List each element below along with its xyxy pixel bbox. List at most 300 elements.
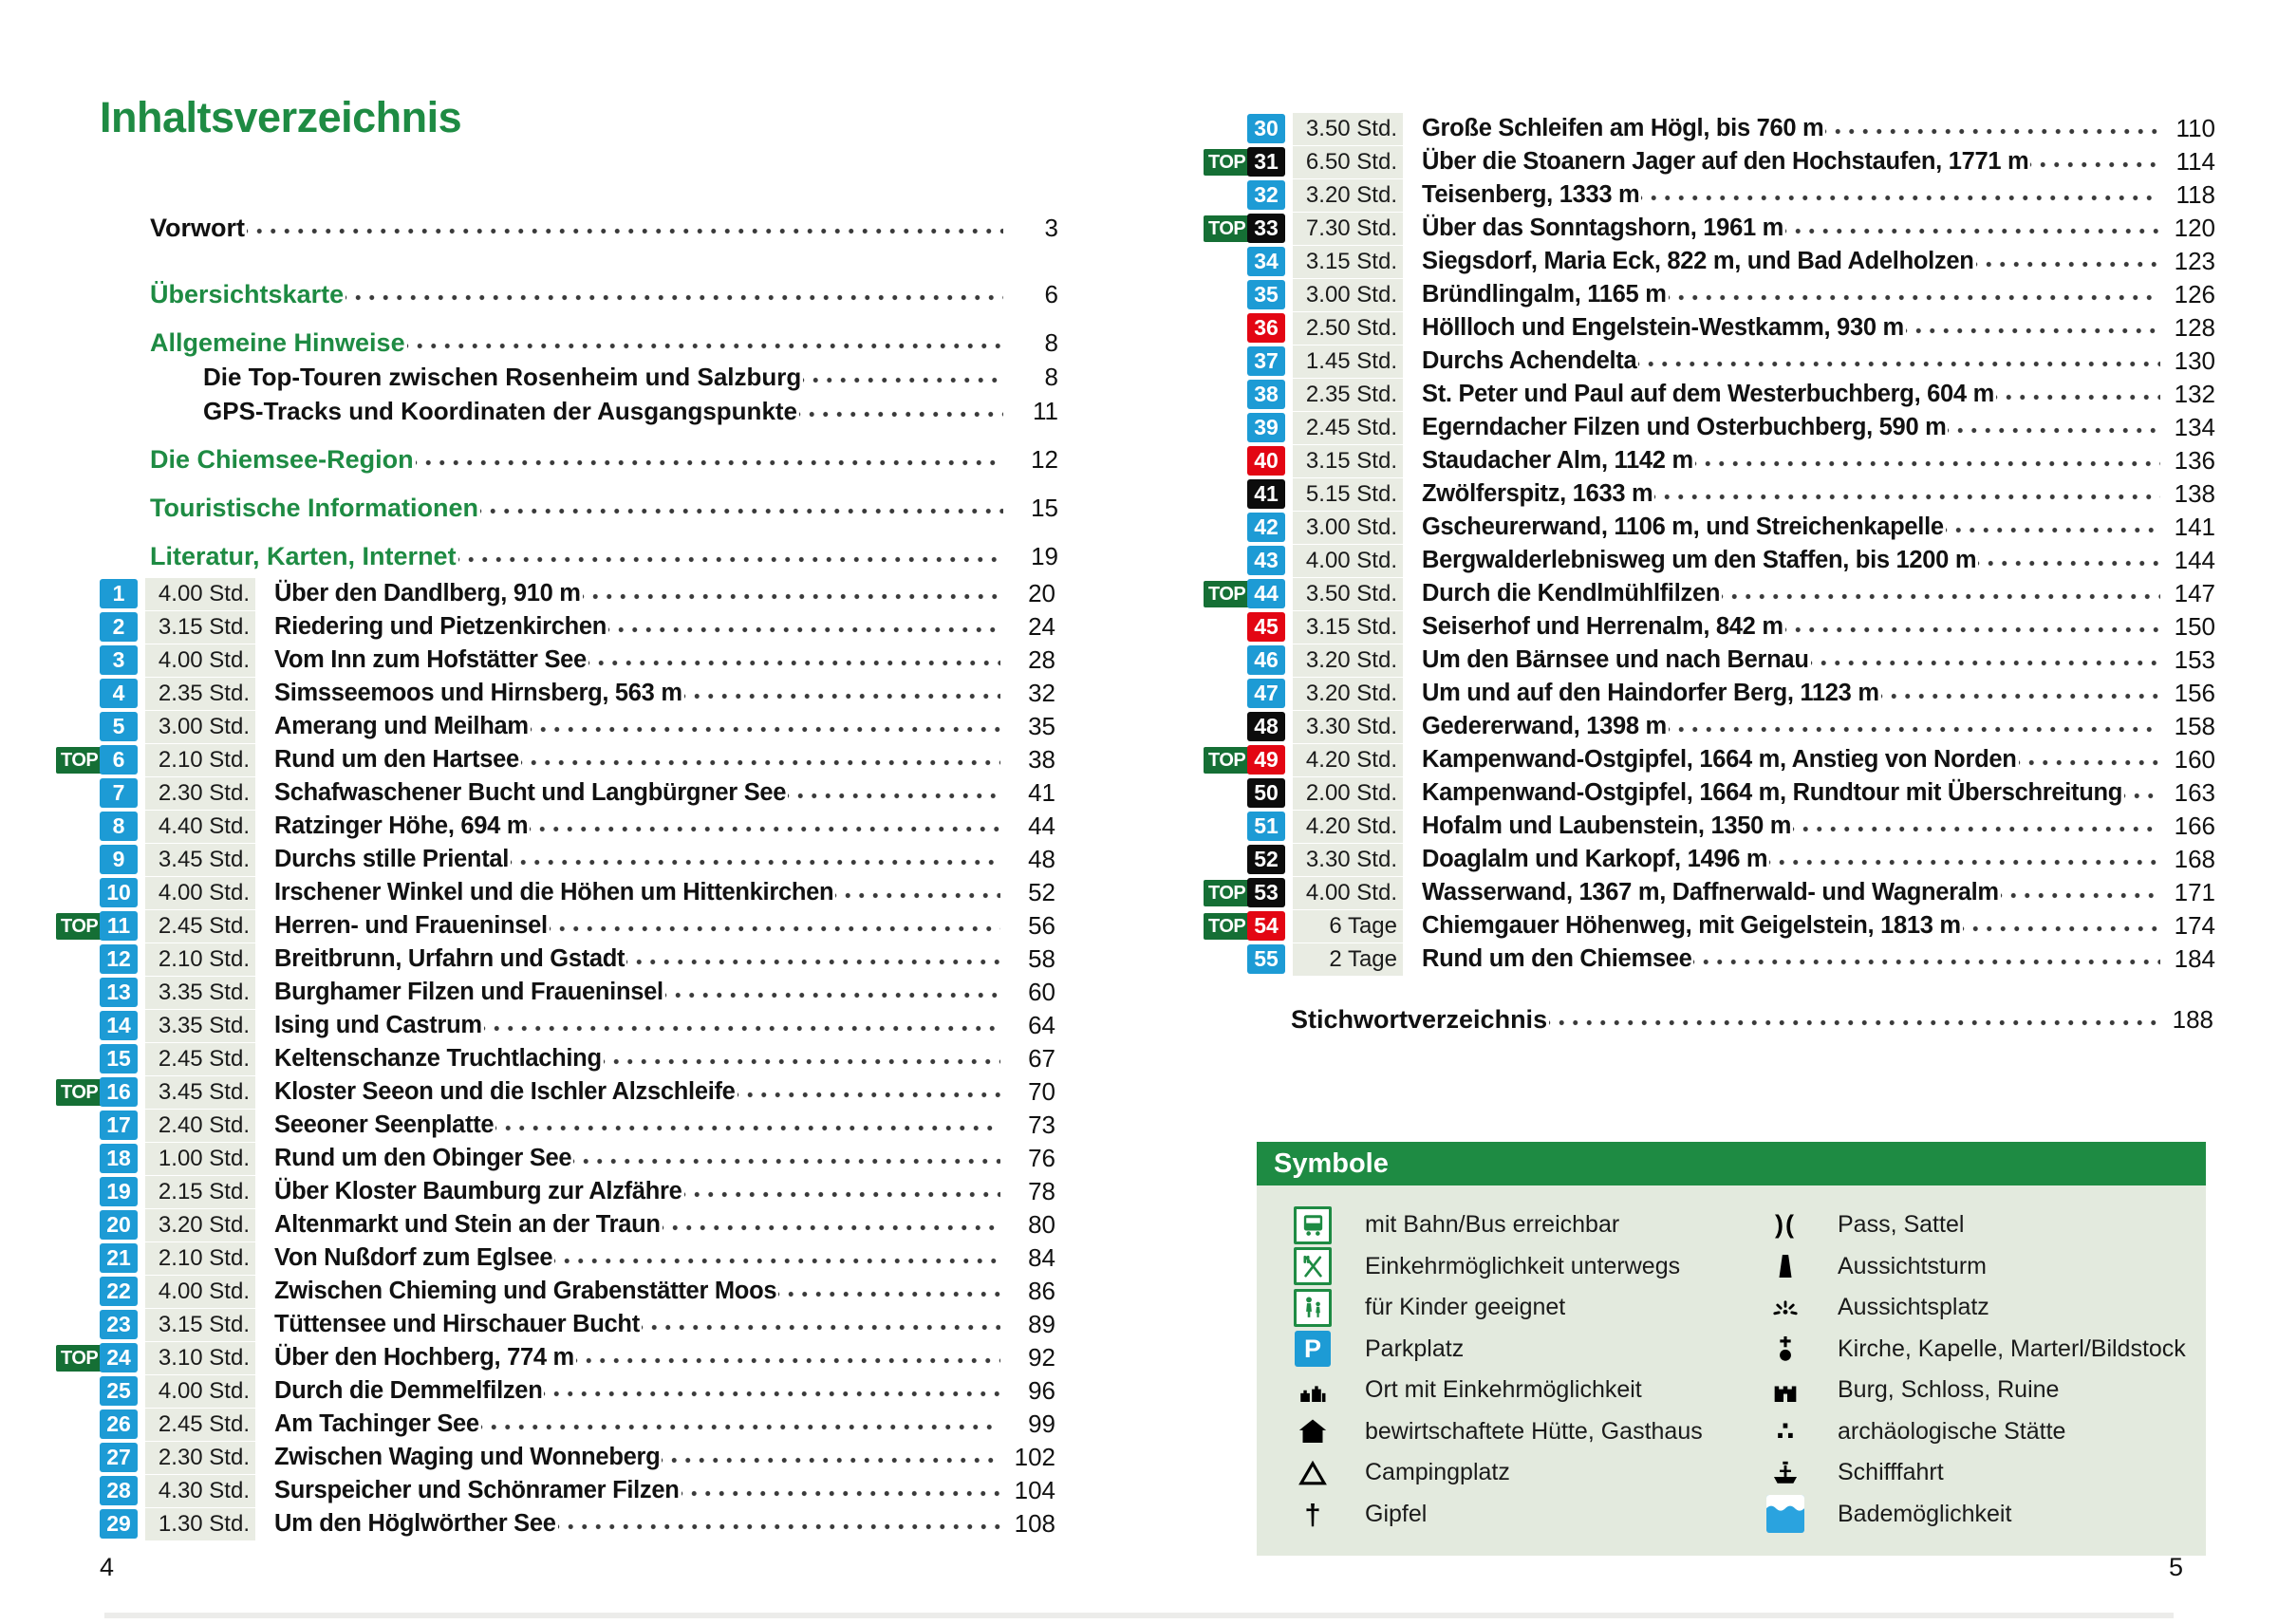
dot-leader bbox=[682, 1474, 1000, 1507]
dot-leader bbox=[2001, 876, 2160, 909]
tour-page: 153 bbox=[2174, 645, 2215, 674]
tour-number-badge: 24 bbox=[100, 1343, 138, 1372]
tour-title: Durchs Achendelta bbox=[1422, 347, 1637, 374]
intro-item-label: Die Chiemsee-Region bbox=[150, 444, 414, 474]
symbols-column-right bbox=[1756, 1204, 2206, 1556]
dot-leader bbox=[642, 1308, 1000, 1341]
intro-item-label: GPS-Tracks und Koordinaten der Ausgangspunkte bbox=[203, 396, 798, 425]
tour-title: Siegsdorf, Maria Eck, 822 m, und Bad Adelholzen bbox=[1422, 248, 1974, 274]
tour-time: 3.00 Std. bbox=[1293, 512, 1403, 544]
tour-number-badge: 36 bbox=[1247, 313, 1285, 343]
tour-time: 3.35 Std. bbox=[145, 977, 255, 1009]
tour-title: Über die Stoanern Jager auf den Hochstaufen, 1771 m bbox=[1422, 148, 2029, 175]
tour-page: 38 bbox=[1028, 745, 1055, 774]
bahn-bus-icon bbox=[1294, 1206, 1332, 1244]
tour-title: Am Tachinger See bbox=[274, 1410, 479, 1437]
tour-title: Über den Hochberg, 774 m bbox=[274, 1344, 574, 1371]
einkehr-icon bbox=[1294, 1247, 1332, 1285]
symbol-row bbox=[1283, 1204, 1756, 1246]
tour-title: Um und auf den Haindorfer Berg, 1123 m bbox=[1422, 680, 1879, 706]
top-badge: TOP bbox=[1204, 913, 1250, 940]
tour-number-badge: 50 bbox=[1247, 778, 1285, 808]
symbol-label: Bademöglichkeit bbox=[1838, 1500, 2012, 1527]
dot-leader bbox=[738, 1075, 1000, 1109]
page-number-right: 5 bbox=[2168, 1553, 2183, 1581]
top-cell bbox=[56, 1079, 100, 1106]
tour-page: 60 bbox=[1028, 978, 1055, 1006]
dot-leader bbox=[495, 1109, 1000, 1142]
dot-leader bbox=[521, 743, 1000, 776]
dot-leader bbox=[1996, 378, 2160, 411]
tour-row bbox=[1204, 145, 2215, 178]
tour-number-badge: 48 bbox=[1247, 712, 1285, 741]
index-entry bbox=[1291, 1002, 2213, 1036]
dot-leader bbox=[1785, 212, 2160, 245]
tour-row bbox=[56, 876, 1055, 909]
tour-list-right bbox=[1204, 112, 2215, 976]
dot-leader bbox=[345, 277, 1003, 311]
tour-number-badge: 38 bbox=[1247, 380, 1285, 409]
intro-item-page: 3 bbox=[1044, 213, 1058, 242]
tour-time: 4.20 Std. bbox=[1293, 811, 1403, 843]
dot-leader bbox=[778, 1275, 1000, 1308]
symbol-icon-cell bbox=[1756, 1250, 1815, 1282]
tour-row bbox=[1204, 444, 2215, 477]
symbol-icon-cell bbox=[1756, 1416, 1815, 1446]
tour-page: 163 bbox=[2174, 778, 2215, 807]
symbol-row bbox=[1756, 1287, 2206, 1329]
tour-title: Simsseemoos und Hirnsberg, 563 m bbox=[274, 680, 682, 706]
tour-title: Über Kloster Baumburg zur Alzfähre bbox=[274, 1178, 682, 1204]
tour-title: Rund um den Obinger See bbox=[274, 1145, 572, 1171]
top-cell bbox=[1204, 880, 1247, 906]
tour-row bbox=[56, 1341, 1055, 1374]
tour-time: 4.00 Std. bbox=[145, 1276, 255, 1308]
tour-time: 3.35 Std. bbox=[145, 1010, 255, 1042]
tour-page: 130 bbox=[2174, 346, 2215, 375]
tour-page: 147 bbox=[2174, 579, 2215, 607]
tour-row bbox=[56, 644, 1055, 677]
archaeo-icon: ∴ bbox=[1776, 1416, 1795, 1446]
tour-number-badge: 26 bbox=[100, 1409, 138, 1439]
intro-item-label: Die Top-Touren zwischen Rosenheim und Salzburg bbox=[203, 362, 802, 391]
symbol-icon-cell bbox=[1283, 1289, 1342, 1327]
tour-title: Irschener Winkel und die Höhen um Hittenkirchen bbox=[274, 879, 834, 905]
symbol-icon-cell bbox=[1283, 1415, 1342, 1447]
tour-row bbox=[1204, 843, 2215, 876]
intro-item bbox=[150, 211, 1058, 245]
top-badge: TOP bbox=[56, 747, 103, 774]
tour-time: 1.45 Std. bbox=[1293, 345, 1403, 378]
tour-page: 20 bbox=[1028, 579, 1055, 607]
tour-row bbox=[1204, 943, 2215, 976]
tour-page: 84 bbox=[1028, 1243, 1055, 1272]
tour-title: Keltenschanze Truchtlaching bbox=[274, 1045, 602, 1072]
gipfel-icon: † bbox=[1304, 1497, 1321, 1531]
tour-page: 86 bbox=[1028, 1277, 1055, 1305]
tour-row bbox=[56, 1441, 1055, 1474]
dot-leader bbox=[576, 1341, 1000, 1374]
tour-title: Vom Inn zum Hofstätter See bbox=[274, 646, 587, 673]
tour-number-badge: 55 bbox=[1247, 944, 1285, 974]
dot-leader bbox=[511, 843, 1000, 876]
symbol-row bbox=[1283, 1452, 1756, 1494]
intro-item-page: 8 bbox=[1044, 327, 1058, 357]
tour-page: 104 bbox=[1014, 1476, 1055, 1504]
tour-row bbox=[1204, 644, 2215, 677]
symbol-row bbox=[1283, 1246, 1756, 1288]
tour-time: 2.00 Std. bbox=[1293, 777, 1403, 810]
tour-time: 1.30 Std. bbox=[145, 1508, 255, 1540]
tour-number-badge: 31 bbox=[1247, 147, 1285, 177]
dot-leader bbox=[554, 1241, 1000, 1275]
tour-row bbox=[56, 843, 1055, 876]
symbol-icon-cell bbox=[1756, 1457, 1815, 1489]
dot-leader bbox=[663, 1208, 1000, 1241]
symbols-title: Symbole bbox=[1257, 1142, 2206, 1185]
symbol-icon-cell bbox=[1283, 1331, 1342, 1367]
tour-time: 4.40 Std. bbox=[145, 811, 255, 843]
dot-leader bbox=[2030, 145, 2160, 178]
page-number-left: 4 bbox=[100, 1553, 115, 1581]
tour-title: Rund um den Chiemsee bbox=[1422, 945, 1692, 972]
dot-leader bbox=[1654, 477, 2160, 511]
symbol-row bbox=[1756, 1329, 2206, 1371]
aussichtsplatz-icon bbox=[1769, 1292, 1802, 1324]
dot-leader bbox=[484, 1009, 1000, 1042]
intro-item-page: 8 bbox=[1044, 362, 1058, 391]
tour-row bbox=[56, 1042, 1055, 1075]
tour-time: 2 Tage bbox=[1293, 943, 1403, 976]
dot-leader bbox=[480, 491, 1003, 525]
tour-number-badge: 49 bbox=[1247, 745, 1285, 775]
top-badge: TOP bbox=[1204, 880, 1250, 906]
intro-item bbox=[150, 277, 1058, 311]
tour-row bbox=[56, 710, 1055, 743]
tour-number-badge: 43 bbox=[1247, 546, 1285, 575]
tour-row bbox=[56, 1241, 1055, 1275]
tour-row bbox=[1204, 278, 2215, 311]
tour-page: 24 bbox=[1028, 612, 1055, 641]
tour-time: 3.15 Std. bbox=[1293, 246, 1403, 278]
top-badge: TOP bbox=[1204, 215, 1250, 242]
tour-page: 99 bbox=[1028, 1409, 1055, 1438]
tour-title: Egerndacher Filzen und Osterbuchberg, 590 m bbox=[1422, 414, 1947, 440]
tour-time: 4.00 Std. bbox=[145, 877, 255, 909]
tour-number-badge: 53 bbox=[1247, 878, 1285, 907]
dot-leader bbox=[573, 1142, 1000, 1175]
burg-icon bbox=[1769, 1374, 1802, 1407]
dot-leader bbox=[481, 1408, 1000, 1441]
dot-leader bbox=[803, 360, 1003, 394]
dot-leader bbox=[1769, 843, 2160, 876]
symbols-body bbox=[1257, 1185, 2206, 1556]
tour-title: Altenmarkt und Stein an der Traun bbox=[274, 1211, 661, 1238]
intro-item bbox=[150, 326, 1058, 360]
tour-number-badge: 11 bbox=[100, 911, 138, 941]
tour-time: 2.35 Std. bbox=[1293, 379, 1403, 411]
tour-row bbox=[1204, 677, 2215, 710]
tour-number-badge: 17 bbox=[100, 1111, 138, 1140]
tour-time: 2.45 Std. bbox=[1293, 412, 1403, 444]
dot-leader bbox=[665, 976, 1000, 1009]
tour-number-badge: 2 bbox=[100, 612, 138, 642]
tour-time: 2.45 Std. bbox=[145, 1043, 255, 1075]
symbol-label: Gipfel bbox=[1365, 1500, 1428, 1527]
tour-time: 6.50 Std. bbox=[1293, 146, 1403, 178]
tour-time: 2.30 Std. bbox=[145, 777, 255, 810]
tour-row bbox=[1204, 743, 2215, 776]
tour-number-badge: 30 bbox=[1247, 114, 1285, 143]
intro-list bbox=[150, 178, 1058, 573]
tour-row bbox=[56, 1009, 1055, 1042]
symbol-label: Aussichtsturm bbox=[1838, 1252, 1987, 1279]
symbol-label: Burg, Schloss, Ruine bbox=[1838, 1376, 2060, 1404]
tour-time: 3.20 Std. bbox=[1293, 678, 1403, 710]
tour-number-badge: 40 bbox=[1247, 446, 1285, 476]
tour-time: 2.30 Std. bbox=[145, 1442, 255, 1474]
tour-title: Zwölferspitz, 1633 m bbox=[1422, 480, 1653, 507]
tour-page: 92 bbox=[1028, 1343, 1055, 1372]
tour-page: 70 bbox=[1028, 1077, 1055, 1106]
index-page: 188 bbox=[2172, 1004, 2213, 1034]
top-cell bbox=[1204, 913, 1247, 940]
intro-item-page: 11 bbox=[1033, 396, 1058, 425]
tour-time: 4.00 Std. bbox=[145, 644, 255, 677]
symbol-row bbox=[1283, 1329, 1756, 1371]
tour-number-badge: 15 bbox=[100, 1044, 138, 1073]
tour-number-badge: 34 bbox=[1247, 247, 1285, 276]
top-badge: TOP bbox=[56, 1345, 103, 1372]
tour-row bbox=[56, 1474, 1055, 1507]
tour-time: 4.00 Std. bbox=[145, 578, 255, 610]
tour-number-badge: 25 bbox=[100, 1376, 138, 1406]
aussichtsturm-icon bbox=[1769, 1250, 1802, 1282]
tour-page: 144 bbox=[2174, 546, 2215, 574]
tour-page: 108 bbox=[1014, 1509, 1055, 1538]
symbol-row bbox=[1756, 1494, 2206, 1536]
symbol-row bbox=[1756, 1246, 2206, 1288]
tour-number-badge: 18 bbox=[100, 1144, 138, 1173]
tour-row bbox=[56, 577, 1055, 610]
tour-number-badge: 7 bbox=[100, 778, 138, 808]
dot-leader bbox=[1811, 644, 2160, 677]
tour-row bbox=[56, 943, 1055, 976]
dot-leader bbox=[608, 610, 1000, 644]
tour-time: 3.45 Std. bbox=[145, 1076, 255, 1109]
symbol-row bbox=[1756, 1411, 2206, 1453]
tour-page: 141 bbox=[2174, 513, 2215, 541]
tour-row bbox=[56, 1308, 1055, 1341]
tour-row bbox=[56, 743, 1055, 776]
top-cell bbox=[1204, 581, 1247, 607]
tour-page: 28 bbox=[1028, 645, 1055, 674]
tour-number-badge: 10 bbox=[100, 878, 138, 907]
symbol-row bbox=[1283, 1370, 1756, 1411]
dot-leader bbox=[247, 211, 1003, 245]
tour-page: 56 bbox=[1028, 911, 1055, 940]
tour-page: 102 bbox=[1014, 1443, 1055, 1471]
tour-page: 41 bbox=[1028, 778, 1055, 807]
tour-list-left bbox=[56, 577, 1055, 1540]
symbol-icon-cell bbox=[1283, 1497, 1342, 1531]
tour-number-badge: 5 bbox=[100, 712, 138, 741]
schifffahrt-icon bbox=[1769, 1457, 1802, 1489]
dot-leader bbox=[530, 810, 1000, 843]
dot-leader bbox=[1549, 1002, 2158, 1036]
tour-title: Bründlingalm, 1165 m bbox=[1422, 281, 1667, 308]
intro-item-label: Literatur, Karten, Internet bbox=[150, 541, 457, 570]
tour-page: 64 bbox=[1028, 1011, 1055, 1039]
tour-time: 2.50 Std. bbox=[1293, 312, 1403, 345]
tour-page: 126 bbox=[2174, 280, 2215, 308]
tour-number-badge: 12 bbox=[100, 944, 138, 974]
tour-page: 128 bbox=[2174, 313, 2215, 342]
tour-title: Zwischen Waging und Wonneberg bbox=[274, 1444, 661, 1470]
tour-title: Doaglalm und Karkopf, 1496 m bbox=[1422, 846, 1768, 872]
tour-row bbox=[56, 810, 1055, 843]
dot-leader bbox=[1693, 943, 2160, 976]
intro-item bbox=[150, 442, 1058, 476]
tour-row bbox=[56, 1175, 1055, 1208]
symbol-label: Kirche, Kapelle, Marterl/Bildstock bbox=[1838, 1335, 2186, 1362]
tour-time: 3.45 Std. bbox=[145, 844, 255, 876]
tour-row bbox=[56, 1275, 1055, 1308]
tour-number-badge: 9 bbox=[100, 845, 138, 874]
tour-page: 160 bbox=[2174, 745, 2215, 774]
tour-row bbox=[56, 909, 1055, 943]
tour-time: 4.00 Std. bbox=[145, 1375, 255, 1408]
dot-leader bbox=[558, 1507, 1000, 1540]
dot-leader bbox=[799, 394, 1003, 428]
tour-number-badge: 46 bbox=[1247, 645, 1285, 675]
tour-title: Schafwaschener Bucht und Langbürgner See bbox=[274, 779, 787, 806]
tour-page: 76 bbox=[1028, 1144, 1055, 1172]
tour-time: 4.20 Std. bbox=[1293, 744, 1403, 776]
dot-leader bbox=[684, 1175, 1000, 1208]
tour-title: Riedering und Pietzenkirchen bbox=[274, 613, 607, 640]
tour-time: 3.20 Std. bbox=[1293, 179, 1403, 212]
symbol-label: mit Bahn/Bus erreichbar bbox=[1365, 1211, 1620, 1239]
symbol-row bbox=[1283, 1411, 1756, 1453]
tour-number-badge: 19 bbox=[100, 1177, 138, 1206]
symbol-icon-cell bbox=[1756, 1212, 1815, 1238]
tour-title: Um den Höglwörther See bbox=[274, 1510, 556, 1537]
tour-time: 3.15 Std. bbox=[1293, 611, 1403, 644]
tour-title: Ratzinger Höhe, 694 m bbox=[274, 812, 529, 839]
tour-number-badge: 52 bbox=[1247, 845, 1285, 874]
dot-leader bbox=[626, 943, 1000, 976]
tour-title: Breitbrunn, Urfahrn und Gstadt bbox=[274, 945, 626, 972]
tour-time: 2.45 Std. bbox=[145, 910, 255, 943]
tour-row bbox=[1204, 710, 2215, 743]
tour-page: 89 bbox=[1028, 1310, 1055, 1338]
tour-time: 3.20 Std. bbox=[1293, 644, 1403, 677]
tour-title: Um den Bärnsee und nach Bernau bbox=[1422, 646, 1809, 673]
tour-row bbox=[56, 1109, 1055, 1142]
tour-title: Über das Sonntagshorn, 1961 m bbox=[1422, 215, 1783, 241]
symbol-icon-cell bbox=[1283, 1206, 1342, 1244]
tour-row bbox=[56, 677, 1055, 710]
dot-leader bbox=[407, 326, 1003, 360]
dot-leader bbox=[2124, 776, 2160, 810]
tour-title: Über den Dandlberg, 910 m bbox=[274, 580, 581, 607]
tour-title: Ising und Castrum bbox=[274, 1012, 482, 1038]
tour-time: 2.10 Std. bbox=[145, 744, 255, 776]
kirche-icon bbox=[1769, 1333, 1802, 1365]
tour-row bbox=[56, 610, 1055, 644]
tour-row bbox=[1204, 511, 2215, 544]
tour-page: 80 bbox=[1028, 1210, 1055, 1239]
tour-time: 7.30 Std. bbox=[1293, 213, 1403, 245]
tour-page: 73 bbox=[1028, 1111, 1055, 1139]
tour-number-badge: 27 bbox=[100, 1443, 138, 1472]
dot-leader bbox=[416, 442, 1003, 476]
index-label: Stichwortverzeichnis bbox=[1291, 1004, 1548, 1034]
intro-item-label: Allgemeine Hinweise bbox=[150, 327, 405, 357]
top-badge: TOP bbox=[56, 1079, 103, 1106]
tour-row bbox=[1204, 212, 2215, 245]
tour-number-badge: 39 bbox=[1247, 413, 1285, 442]
tour-page: 132 bbox=[2174, 380, 2215, 408]
tour-title: Staudacher Alm, 1142 m bbox=[1422, 447, 1693, 474]
tour-page: 78 bbox=[1028, 1177, 1055, 1205]
intro-item-page: 15 bbox=[1031, 493, 1058, 522]
tour-time: 3.30 Std. bbox=[1293, 844, 1403, 876]
tour-title: Bergwalderlebnisweg um den Staffen, bis 1200 m bbox=[1422, 547, 1977, 573]
dot-leader bbox=[458, 539, 1003, 573]
symbol-icon-cell bbox=[1756, 1495, 1815, 1533]
kinder-icon bbox=[1294, 1289, 1332, 1327]
tour-title: Herren- und Fraueninsel bbox=[274, 912, 548, 939]
tour-number-badge: 29 bbox=[100, 1509, 138, 1539]
symbol-label: Aussichtsplatz bbox=[1838, 1294, 1989, 1321]
symbol-label: Ort mit Einkehrmöglichkeit bbox=[1365, 1376, 1642, 1404]
top-cell bbox=[56, 1345, 100, 1372]
tour-number-badge: 51 bbox=[1247, 812, 1285, 841]
ort-icon bbox=[1297, 1374, 1329, 1407]
dot-leader bbox=[2019, 743, 2160, 776]
tour-page: 138 bbox=[2174, 479, 2215, 508]
tour-row bbox=[1204, 245, 2215, 278]
dot-leader bbox=[1793, 810, 2160, 843]
tour-page: 32 bbox=[1028, 679, 1055, 707]
tour-number-badge: 42 bbox=[1247, 513, 1285, 542]
tour-number-badge: 4 bbox=[100, 679, 138, 708]
symbol-label: Parkplatz bbox=[1365, 1335, 1465, 1362]
symbol-icon-cell bbox=[1283, 1247, 1342, 1285]
tour-page: 136 bbox=[2174, 446, 2215, 475]
dot-leader bbox=[835, 876, 1000, 909]
tour-title: Kampenwand-Ostgipfel, 1664 m, Rundtour mit Überschreitung bbox=[1422, 779, 2123, 806]
tour-page: 120 bbox=[2174, 214, 2215, 242]
symbols-column-left bbox=[1283, 1204, 1756, 1556]
tour-title: Durchs stille Priental bbox=[274, 846, 510, 872]
intro-item bbox=[150, 394, 1058, 428]
tour-page: 156 bbox=[2174, 679, 2215, 707]
tour-time: 4.00 Std. bbox=[1293, 545, 1403, 577]
tour-time: 5.15 Std. bbox=[1293, 478, 1403, 511]
tour-page: 150 bbox=[2174, 612, 2215, 641]
dot-leader bbox=[1669, 710, 2160, 743]
dot-leader bbox=[662, 1441, 1000, 1474]
tour-number-badge: 44 bbox=[1247, 579, 1285, 608]
top-badge: TOP bbox=[1204, 581, 1250, 607]
tour-page: 184 bbox=[2174, 944, 2215, 973]
symbol-icon-cell bbox=[1283, 1374, 1342, 1407]
tour-page: 123 bbox=[2174, 247, 2215, 275]
tour-page: 118 bbox=[2175, 180, 2215, 209]
